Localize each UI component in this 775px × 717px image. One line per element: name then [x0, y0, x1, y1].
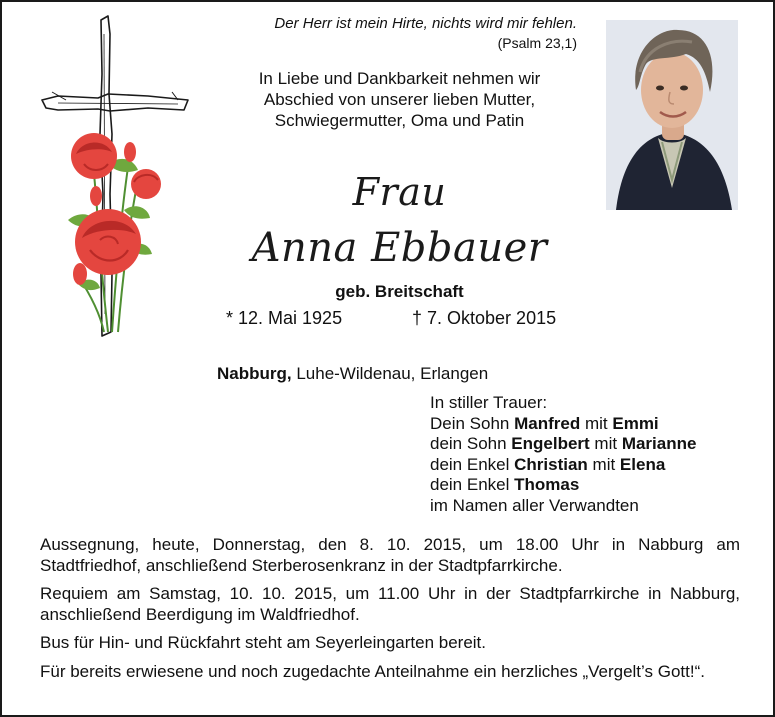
mourner-line — [430, 414, 696, 435]
mourner-line — [430, 475, 696, 496]
mourner-name: Engelbert — [511, 434, 590, 453]
intro-line: In Liebe und Dankbarkeit nehmen wir — [258, 69, 541, 88]
mourner-name: Manfred — [514, 413, 581, 433]
paragraph-funeral-blessing: Aussegnung, heute, Donnerstag, den 8. 10. 2015, um 18.00 Uhr in Nabburg am Stadtfriedhof, anschließend Sterberosenkranz in der Stadtpfarrkirche. — [40, 535, 740, 575]
deceased-title: Frau — [352, 170, 447, 214]
mourner-relation: dein Sohn — [430, 434, 512, 453]
place-main: Nabburg, — [217, 364, 292, 383]
mourner-line — [430, 434, 696, 455]
intro-line: Abschied von unserer lieben Mutter, — [263, 90, 536, 109]
paragraph-thanks: Für bereits erwiesene und noch zugedachte Anteilnahme ein herzliches „Vergelt’s Gott!“. — [40, 662, 705, 681]
mourner-partner: Emmi — [612, 413, 659, 433]
mourner-line — [430, 455, 696, 476]
mourner-partner: Marianne — [621, 434, 697, 453]
mourner-joiner: mit — [587, 454, 620, 474]
mourner-joiner: mit — [580, 413, 613, 433]
cross-with-roses-icon — [38, 14, 194, 340]
mourners-footer: im Namen aller Verwandten — [430, 495, 639, 515]
birth-name: geb. Breitschaft — [335, 282, 464, 301]
mourner-relation: dein Enkel — [430, 454, 515, 474]
mourner-name: Thomas — [514, 475, 580, 494]
paragraph-requiem: Requiem am Samstag, 10. 10. 2015, um 11.00 Uhr in der Stadtpfarrkirche in Nabburg, anschließend Beerdigung im Waldfriedhof. — [40, 584, 740, 624]
mourner-partner: Elena — [619, 454, 666, 474]
mourner-name: Christian — [514, 454, 588, 474]
mourner-relation: dein Enkel — [430, 475, 515, 494]
portrait-photo — [606, 20, 738, 210]
intro-text — [217, 68, 582, 131]
places — [217, 363, 488, 385]
birth-date: * 12. Mai 1925 — [226, 308, 343, 328]
motto-quote: Der Herr ist mein Hirte, nichts wird mir fehlen. — [274, 15, 577, 32]
intro-line: Schwiegermutter, Oma und Patin — [274, 111, 525, 130]
deceased-name: Anna Ebbauer — [251, 225, 548, 271]
place-others: Luhe-Wildenau, Erlangen — [291, 364, 489, 383]
mourner-joiner: mit — [589, 434, 622, 453]
death-date: † 7. Oktober 2015 — [412, 308, 557, 328]
mourners-heading: In stiller Trauer: — [430, 393, 548, 412]
mourner-relation: Dein Sohn — [430, 413, 515, 433]
paragraph-bus: Bus für Hin- und Rückfahrt steht am Seyerleingarten bereit. — [40, 633, 486, 652]
mourners-list — [430, 393, 696, 516]
motto-reference: (Psalm 23,1) — [497, 35, 577, 51]
